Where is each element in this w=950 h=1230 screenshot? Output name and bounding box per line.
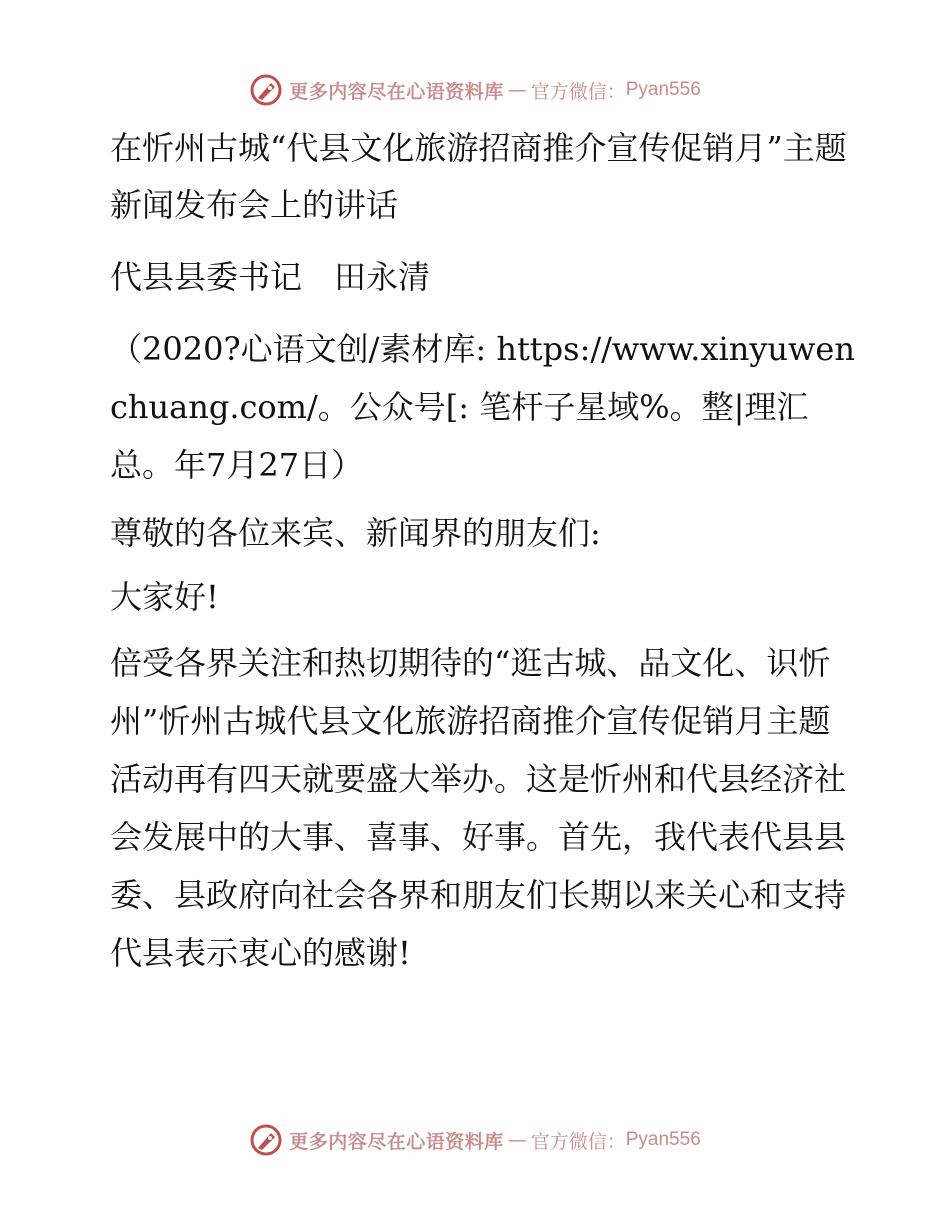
banner-wechat-id: Pyan556: [625, 1129, 701, 1150]
footer-watermark-banner: [0, 1120, 950, 1160]
body-paragraph: 倍受各界关注和热切期待的“逛古城、品文化、识忻州”忻州古城代县文化旅游招商推介宣传促销月主题活动再有四天就要盛大举办。这是忻州和代县经济社会发展中的大事、喜事、好事。首先，我代表代县县委、县政府向社会各界和朋友们长期以来关心和支持代县表示衷心的感谢!: [110, 644, 847, 972]
document-body: [98, 120, 858, 982]
document-title: 在忻州古城“代县文化旅游招商推介宣传促销月”主题新闻发布会上的讲话: [110, 129, 847, 224]
header-watermark-banner: [0, 70, 950, 110]
document-author: 代县县委书记 田永清: [110, 258, 431, 296]
banner-brand-text: 更多内容尽在心语资料库: [289, 80, 504, 103]
hello-line: 大家好!: [110, 578, 219, 616]
banner-wechat-id: Pyan556: [625, 79, 701, 100]
pen-nib-logo-icon: [249, 73, 283, 107]
banner-separator: —: [507, 1129, 527, 1151]
banner-separator: —: [507, 79, 527, 101]
document-source-note: （2020?心语文创/素材库: https://www.xinyuwenchuang.com/。公众号[: 笔杆子星域%。整|理汇总。年7月27日）: [110, 330, 855, 484]
banner-wechat-label: 官方微信：: [530, 80, 626, 103]
banner-wechat-label: 官方微信：: [530, 1130, 626, 1153]
greeting-line: 尊敬的各位来宾、新闻界的朋友们:: [110, 514, 601, 552]
banner-brand-text: 更多内容尽在心语资料库: [289, 1130, 504, 1153]
pen-nib-logo-icon: [249, 1123, 283, 1157]
